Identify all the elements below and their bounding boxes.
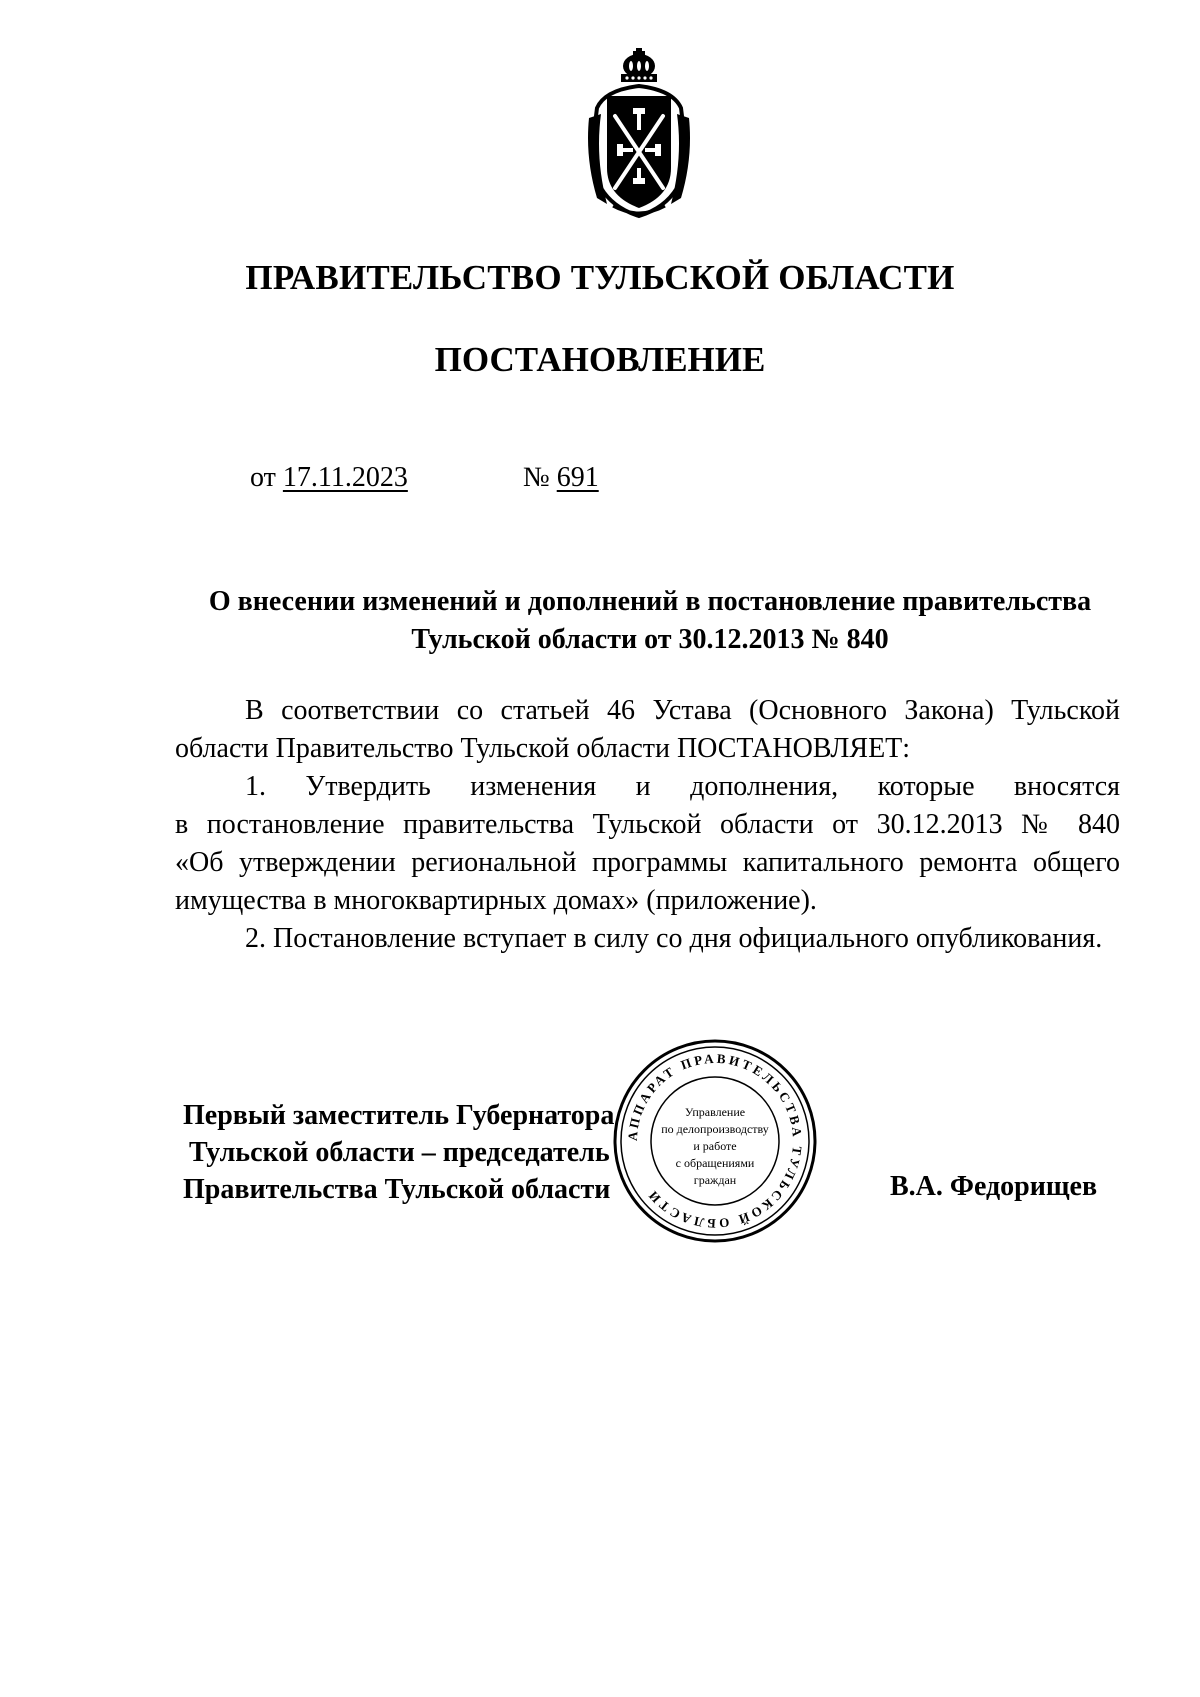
official-seal-stamp [610,1036,820,1246]
subject-line: Тульской области от 30.12.2013 № 840 [411,624,889,655]
position-line: Тульской области – председатель [189,1137,610,1168]
clause-1-line: 1. Утвердить изменения и дополнения, которые вносятся [245,771,1120,802]
signatory-position [183,1097,614,1208]
date-value: 17.11.2023 [282,462,408,493]
clause-1-line: в постановление правительства Тульской области от 30.12.2013 № 840 [175,809,1120,840]
seal-center-line: с обращениями [675,1156,755,1170]
clause-1-line: имущества в многоквартирных домах» (приложение). [175,885,817,916]
preamble-line: области Правительство Тульской области ПОСТАНОВЛЯЕТ: [175,733,911,764]
coat-of-arms-icon [583,48,695,220]
clause-1-line: «Об утверждении региональной программы капитального ремонта общего [175,847,1120,878]
seal-center-line: по делопроизводству [661,1122,769,1136]
subject-line: О внесении изменений и дополнений в постановление правительства [208,586,1092,617]
position-line: Первый заместитель Губернатора [183,1100,615,1131]
number-value: 691 [556,462,599,493]
organization-title: ПРАВИТЕЛЬСТВО ТУЛЬСКОЙ ОБЛАСТИ [245,258,955,297]
seal-center-line: граждан [693,1173,737,1187]
seal-ring-text: АППАРАТ ПРАВИТЕЛЬСТВА ТУЛЬСКОЙ ОБЛАСТИ [624,1050,806,1232]
date-prefix: от [250,462,276,493]
preamble-line: В соответствии со статьей 46 Устава (Основного Закона) Тульской [245,695,1120,726]
signatory-name: В.А. Федорищев [890,1171,1098,1202]
document-type-title: ПОСТАНОВЛЕНИЕ [434,340,766,379]
position-line: Правительства Тульской области [183,1174,611,1205]
seal-center-line: и работе [693,1139,737,1153]
seal-center-line: Управление [684,1105,746,1119]
document-body [175,692,1120,958]
clause-2: 2. Постановление вступает в силу со дня официального опубликования. [245,923,1103,954]
number-prefix: № [523,462,550,493]
document-date [250,462,408,494]
document-number [523,462,599,494]
document-subject [180,583,1120,659]
